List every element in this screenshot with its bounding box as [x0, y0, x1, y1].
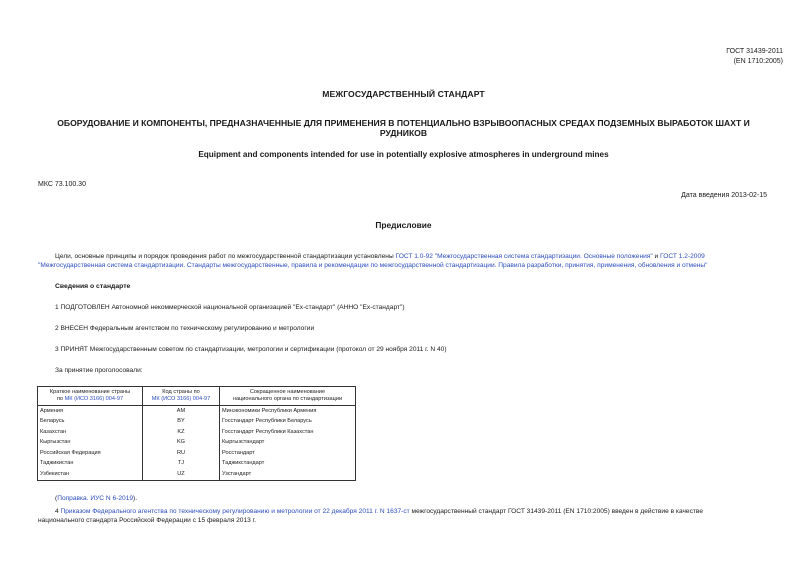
cell-code: KZ: [143, 427, 220, 438]
cell-body: Госстандарт Республики Беларусь: [220, 417, 356, 428]
table-row: [38, 417, 356, 428]
table-row: [38, 469, 356, 480]
cell-body: Минэкономики Республики Армения: [220, 406, 356, 417]
voting-countries-table: [37, 386, 356, 481]
cell-body: Кыргызстандарт: [220, 438, 356, 449]
preface-paragraph: [38, 252, 770, 270]
header-country: Краткое наименование страны по МК (ИСО 3166) 004-97: [38, 387, 143, 406]
item-4-enacted: [38, 507, 773, 525]
table-row: [38, 448, 356, 459]
amendment-link[interactable]: Поправка. ИУС N 6-2019: [57, 495, 134, 502]
item-1-prepared: 1 ПОДГОТОВЛЕН Автономной некоммерческой национальной организацией "Ех-стандарт" (АННО "Ех-стандарт"): [55, 304, 405, 311]
title-line-2: РУДНИКОВ: [379, 128, 428, 138]
table-row: [38, 438, 356, 449]
amendment-note: (Поправка. ИУС N 6-2019).: [55, 495, 138, 502]
table-row: [38, 427, 356, 438]
standard-type-heading: МЕЖГОСУДАРСТВЕННЫЙ СТАНДАРТ: [322, 89, 485, 99]
mk-iso-3166-link[interactable]: МК (ИСО 3166) 004-97: [64, 396, 124, 402]
voted-label: За принятие проголосовали:: [55, 367, 143, 374]
cell-body: Госстандарт Республики Казахстан: [220, 427, 356, 438]
header-code: Код страны по МК (ИСО 3166) 004-97: [143, 387, 220, 406]
title-line-1: ОБОРУДОВАНИЕ И КОМПОНЕНТЫ, ПРЕДНАЗНАЧЕННЫЕ ДЛЯ ПРИМЕНЕНИЯ В ПОТЕНЦИАЛЬНО ВЗРЫВООПАСНЫХ СРЕДАХ ПОДЗЕМНЫХ ВЫРАБОТОК ШАХТ И: [57, 118, 750, 128]
cell-code: UZ: [143, 469, 220, 480]
cell-country: Российская Федерация: [38, 448, 143, 459]
item-3-adopted: 3 ПРИНЯТ Межгосударственным советом по стандартизации, метрологии и сертификации (протокол от 29 ноября 2011 г. N 40): [55, 346, 447, 353]
table-row: [38, 406, 356, 417]
cell-code: TJ: [143, 459, 220, 470]
rosstandart-order-link[interactable]: Приказом Федерального агентства по техническому регулированию и метрологии от 22 декабря 2011 г. N 1637-ст: [60, 508, 410, 515]
item-4-number: 4: [55, 508, 61, 515]
document-code: ГОСТ 31439-2011: [726, 48, 783, 55]
table-row: [38, 459, 356, 470]
cell-code: BY: [143, 417, 220, 428]
standard-info-heading: Сведения о стандарте: [55, 283, 131, 290]
cell-code: AM: [143, 406, 220, 417]
document-en-code: (EN 1710:2005): [733, 58, 783, 65]
document-title: [20, 118, 787, 138]
cell-country: Таджикистан: [38, 459, 143, 470]
cell-body: Таджикстандарт: [220, 459, 356, 470]
item-4-text: межгосударственный стандарт ГОСТ 31439-2011 (EN 1710:2005) введен в действие в качестве: [409, 508, 703, 515]
header-body: Сокращенное наименование национального органа по стандартизации: [220, 387, 356, 406]
item-2-submitted: 2 ВНЕСЕН Федеральным агентством по техническому регулированию и метрологии: [55, 325, 315, 332]
mks-code: МКС 73.100.30: [38, 181, 86, 188]
english-title: Equipment and components intended for use in potentially explosive atmospheres in underground mines: [198, 150, 609, 159]
preface-text-a: Цели, основные принципы и порядок проведения работ по межгосударственной стандартизации установлены: [55, 253, 396, 260]
gost-1-0-92-link[interactable]: ГОСТ 1.0-92 "Межгосударственная система стандартизации. Основные положения": [395, 253, 653, 260]
cell-country: Узбекистан: [38, 469, 143, 480]
cell-country: Казахстан: [38, 427, 143, 438]
gost-1-2-2009-title-link[interactable]: "Межгосударственная система стандартизации. Стандарты межгосударственные, правила и рекомендации по межгосударственной стандартизации. Правила разработки, принятия, применения, обновления и отмены": [38, 262, 708, 270]
cell-code: RU: [143, 448, 220, 459]
cell-body: Узстандарт: [220, 469, 356, 480]
mk-iso-3166-link-2[interactable]: МК (ИСО 3166) 004-97: [151, 396, 211, 402]
cell-code: KG: [143, 438, 220, 449]
gost-1-2-2009-link[interactable]: ГОСТ 1.2-2009: [660, 253, 705, 260]
cell-country: Беларусь: [38, 417, 143, 428]
preface-heading: Предисловие: [375, 220, 432, 230]
cell-country: Армения: [38, 406, 143, 417]
intro-date: Дата введения 2013-02-15: [681, 192, 767, 199]
cell-country: Кыргызстан: [38, 438, 143, 449]
table-header-row: [38, 387, 356, 406]
cell-body: Росстандарт: [220, 448, 356, 459]
preface-text-b: и: [652, 253, 661, 260]
item-4-line-2: национального стандарта Российской Федерации с 15 февраля 2013 г.: [38, 517, 257, 525]
